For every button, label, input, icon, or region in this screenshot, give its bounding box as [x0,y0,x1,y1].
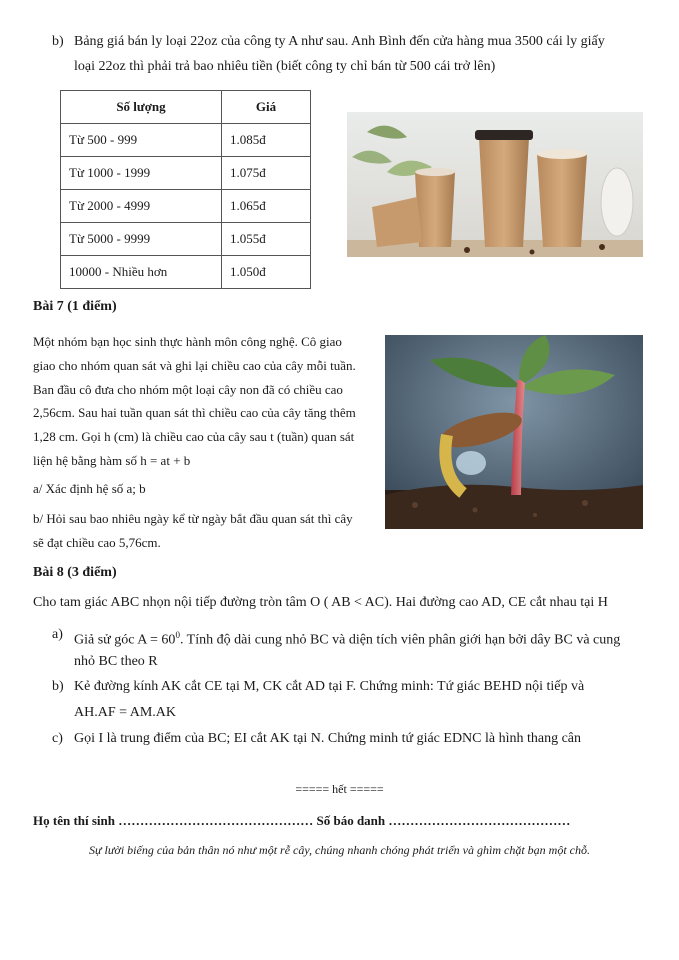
part-b-line-2: loại 22oz thì phải trả bao nhiêu tiền (biết công ty chỉ bán từ 500 cái trở lên) [74,59,496,74]
table-cell: 1.050đ [222,256,311,289]
table-cell: 10000 - Nhiều hơn [61,256,222,289]
bai7-line: 2,56cm. Sau hai tuần quan sát thì chiều cao của cây tăng thêm [33,405,356,421]
table-header-row [61,91,311,124]
bai8-part-a-text-rest: . Tính độ dài cung nhỏ BC và diện tích viên phân giới hạn bởi dây BC và cung [179,632,621,648]
seedling-image [385,335,643,529]
bai7-question-a: a/ Xác định hệ số a; b [33,481,146,496]
table-cell: Từ 2000 - 4999 [61,190,222,223]
candidate-info-line: Họ tên thí sinh ……………………………………… Số báo danh …………………………………… [33,813,571,828]
table-cell: 1.085đ [222,124,311,157]
bai8-part-a-line-2: nhỏ BC theo R [74,654,158,669]
quote: Sự lười biếng của bản thân nó như một rễ cây, chúng nhanh chóng phát triển và ghìm chặt bạn một chỗ. [89,843,590,857]
table-row [61,190,311,223]
end-mark: ===== hết ===== [295,782,384,796]
table-row [61,256,311,289]
bai7-question-b-line-1: b/ Hỏi sau bao nhiêu ngày kể từ ngày bắt đầu quan sát thì cây [33,511,353,526]
bai8-part-a-text: Giả sử góc A = 60 [74,632,176,648]
bai8-part-b-line-2: AH.AF = AM.AK [74,705,177,720]
table-cell: Từ 5000 - 9999 [61,223,222,256]
bai8-part-a-line-1 [74,626,620,650]
part-b-line-1: Bảng giá bán ly loại 22oz của công ty A như sau. Anh Bình đến cửa hàng mua 3500 cái ly giấy [74,34,605,49]
table-cell: 1.055đ [222,223,311,256]
bai8-part-c-label: c) [52,731,63,746]
price-table [60,90,311,289]
bai8-part-b-label: b) [52,679,64,694]
bai8-part-a-label: a) [52,627,63,642]
degree-superscript: 0 [175,630,180,640]
bai7-question-b-line-2: sẽ đạt chiều cao 5,76cm. [33,535,161,550]
bai8-part-b-line-1: Kẻ đường kính AK cắt CE tại M, CK cắt AD tại F. Chứng minh: Tứ giác BEHD nội tiếp và [74,679,585,694]
bai7-line: giao cho nhóm quan sát và ghi lại chiều cao của cây mỗi tuần. [33,357,356,373]
bai7-line: Ban đầu cô đưa cho nhóm một loại cây non đã có chiều cao [33,381,343,397]
bai7-line: Một nhóm bạn học sinh thực hành môn công nghệ. Cô giao [33,334,342,349]
bai8-title: Bài 8 (3 điểm) [33,565,117,580]
table-row [61,157,311,190]
table-cell: Từ 1000 - 1999 [61,157,222,190]
bai8-part-c-line-1: Gọi I là trung điểm của BC; EI cắt AK tại N. Chứng minh tứ giác EDNC là hình thang cân [74,731,582,746]
bai7-title: Bài 7 (1 điểm) [33,299,117,314]
paper-cups-image [347,112,643,257]
part-b-label: b) [52,34,64,49]
table-cell: Từ 500 - 999 [61,124,222,157]
bai7-line: 1,28 cm. Gọi h (cm) là chiều cao của cây sau t (tuần) quan sát [33,429,355,445]
header-quantity: Số lượng [61,91,222,124]
bai7-line: liện hệ bằng hàm số h = at + b [33,452,191,468]
bai7-paragraph [33,330,375,473]
table-cell: 1.075đ [222,157,311,190]
table-row [61,223,311,256]
header-price: Giá [222,91,311,124]
bai8-intro: Cho tam giác ABC nhọn nội tiếp đường tròn tâm O ( AB < AC). Hai đường cao AD, CE cắt nhau tại H [33,595,608,610]
table-row [61,124,311,157]
table-cell: 1.065đ [222,190,311,223]
